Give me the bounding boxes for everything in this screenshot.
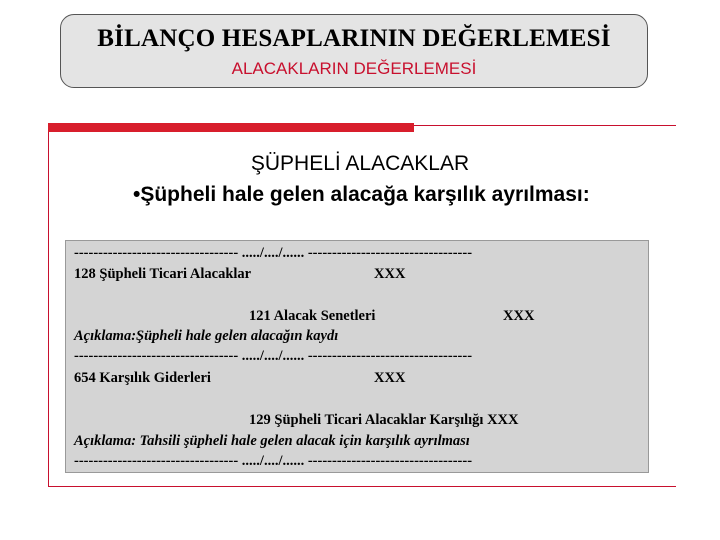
separator-line: ---------------------------------- ...../..../...... ---------------------------------- bbox=[74, 348, 473, 364]
entry1-debit-amount: XXX bbox=[374, 266, 406, 282]
entry2-debit-account: 654 Karşılık Giderleri bbox=[74, 370, 211, 386]
entry2-credit-line: 129 Şüpheli Ticari Alacaklar Karşılığı XXX bbox=[249, 412, 519, 428]
page-title: BİLANÇO HESAPLARININ DEĞERLEMESİ bbox=[97, 25, 611, 52]
section-heading: ŞÜPHELİ ALACAKLAR bbox=[250, 152, 470, 175]
title-box bbox=[60, 14, 648, 88]
separator-line: ---------------------------------- ...../..../...... ---------------------------------- bbox=[74, 245, 473, 261]
entry2-description: Açıklama: Tahsili şüpheli hale gelen alacak için karşılık ayrılması bbox=[74, 433, 470, 449]
divider-bottom bbox=[48, 486, 676, 487]
entry1-description: Açıklama:Şüpheli hale gelen alacağın kaydı bbox=[74, 328, 339, 344]
journal-entry-box bbox=[65, 240, 649, 473]
page-subtitle: ALACAKLARIN DEĞERLEMESİ bbox=[231, 59, 477, 78]
divider-top bbox=[414, 125, 676, 126]
entry2-debit-amount: XXX bbox=[374, 370, 406, 386]
entry1-credit-amount: XXX bbox=[503, 308, 535, 324]
bullet-text: •Şüpheli hale gelen alacağa karşılık ayrılması: bbox=[133, 183, 590, 206]
divider-left bbox=[48, 132, 49, 487]
accent-bar bbox=[48, 123, 414, 132]
separator-line: ---------------------------------- ...../..../...... ---------------------------------- bbox=[74, 453, 473, 469]
entry1-credit-account: 121 Alacak Senetleri bbox=[249, 308, 376, 324]
entry1-debit-account: 128 Şüpheli Ticari Alacaklar bbox=[74, 266, 252, 282]
